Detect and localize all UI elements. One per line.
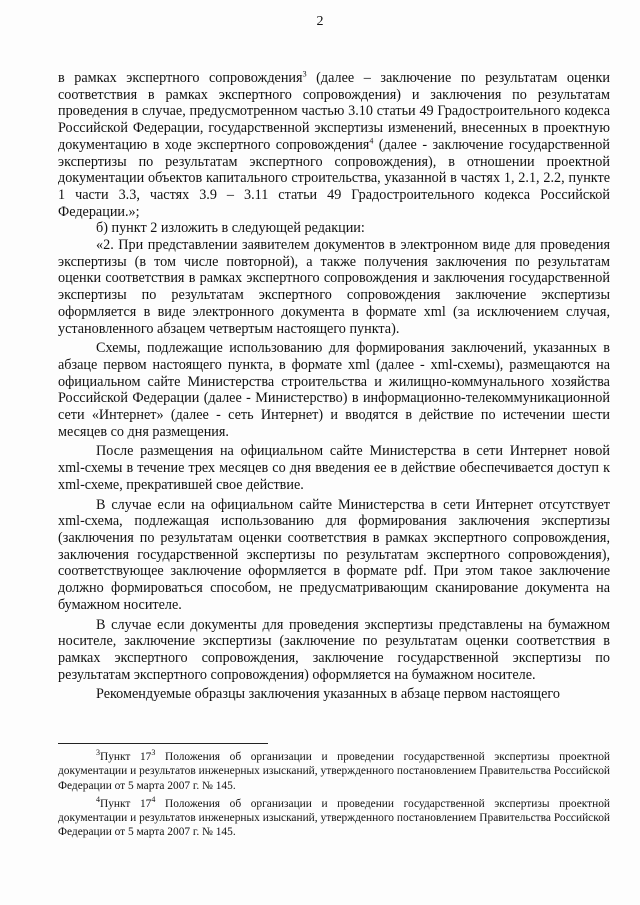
footnote-divider bbox=[58, 743, 268, 744]
paragraph-1: в рамках экспертного сопровождения$^3$ (далее – заключение по результатам оценки соответствия в рамках экспертного сопровождения) и заключения по результатам проведения в случае, предусмотренном частью 3.10 статьи 49 Градостроительного кодекса Российской Федерации, государственной экспертизы изменений, внесенных в проектную документацию в ходе экспертного сопровождения$^4$ (далее - заключение государственной экспертизы по результатам экспертного сопровождения), в отношении проектной документации объектов капитального строительства, указанной в частях 1, 2.1, 2.2, пункте 1 части 3.3, частях 3.9 – 3.11 статьи 49 Градостроительного кодекса Российской Федерации.»; bbox=[58, 69, 610, 220]
document-body bbox=[58, 70, 610, 703]
paragraph-2: б) пункт 2 изложить в следующей редакции: bbox=[96, 220, 365, 237]
paragraph-7: В случае если документы для проведения экспертизы представлены на бумажном носителе, заключение экспертизы (заключение по результатам оценки соответствия в рамках экспертного сопровождения, заключение государственной экспертизы по результатам экспертного сопровождения) оформляется на бумажном носителе. bbox=[58, 616, 610, 683]
paragraph-4: Схемы, подлежащие использованию для формирования заключений, указанных в абзаце первом настоящего пункта, в формате xml (далее - xml-схемы), размещаются на официальном сайте Министерства строительства и жилищно-коммунального хозяйства Российской Федерации (далее - Министерство) в информационно-телекоммуникационной сети «Интернет» (далее - сеть Интернет) и вводятся в действие по истечении шести месяцев со дня размещения. bbox=[58, 340, 610, 440]
page-number: 2 bbox=[316, 14, 324, 29]
paragraph-5: После размещения на официальном сайте Министерства в сети Интернет новой xml-схемы в течение трех месяцев со дня введения ее в действие обеспечивается доступ к xml-схеме, прекратившей свое действие. bbox=[58, 443, 610, 493]
paragraph-6: В случае если на официальном сайте Министерства в сети Интернет отсутствует xml-схема, подлежащая использованию для формирования заключения экспертизы (заключения по результатам оценки соответствия в рамках экспертного сопровождения, заключения государственной экспертизы по результатам экспертного сопровождения), соответствующее заключение оформляется в формате pdf. При этом такое заключение должно формироваться способом, не предусматривающим сканирование документа на бумажном носителе. bbox=[58, 496, 610, 613]
footnote-ref-3: 3 bbox=[302, 69, 307, 79]
footnote-ref-4: 4 bbox=[369, 136, 374, 146]
paragraph-8: Рекомендуемые образцы заключения указанных в абзаце первом настоящего bbox=[96, 686, 560, 703]
paragraph-3: «2. При представлении заявителем документов в электронном виде для проведения экспертизы (в том числе повторной), а также получения заключения по результатам оценки соответствия в рамках экспертного сопровождения и заключения государственной экспертизы по результатам экспертного сопровождения заключение экспертизы оформляется в виде электронного документа в формате xml (за исключением случая, установленного абзацем четвертым настоящего пункта). bbox=[58, 237, 610, 337]
footnote-3: $^3$Пункт $17^3$ Положения об организации и проведении государственной экспертизы проектной документации и результатов инженерных изысканий, утвержденного постановлением Правительства Российской Федерации от 5 марта 2007 г. № 145. bbox=[58, 748, 610, 792]
footnotes bbox=[58, 750, 610, 844]
footnote-4: $^4$Пункт $17^4$ Положения об организации и проведении государственной экспертизы проектной документации и результатов инженерных изысканий, утвержденного постановлением Правительства Российской Федерации от 5 марта 2007 г. № 145. bbox=[58, 795, 610, 839]
